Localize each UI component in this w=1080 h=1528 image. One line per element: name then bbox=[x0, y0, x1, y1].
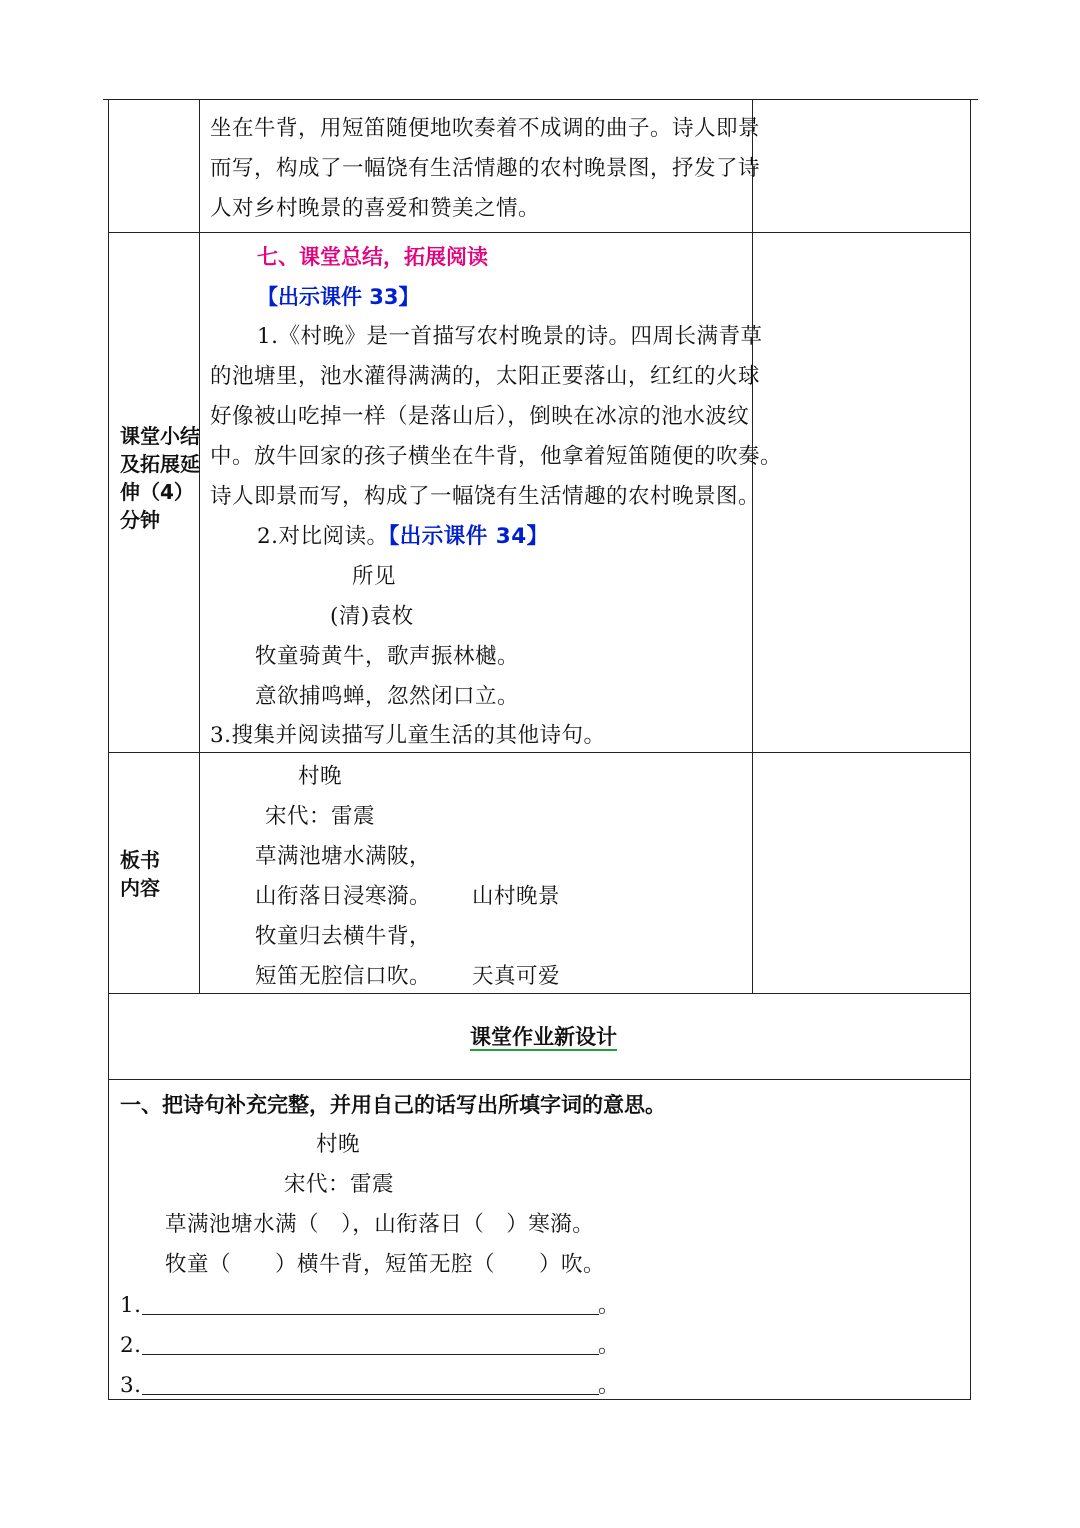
homework-poem-author: 宋代：雷震 bbox=[284, 1172, 395, 1197]
page-top-rule bbox=[103, 99, 978, 100]
board-line: 草满池塘水满陂， bbox=[255, 844, 432, 869]
text-line: 坐在牛背，用短笛随便地吹奏着不成调的曲子。诗人即景 bbox=[210, 116, 761, 141]
item-2-text: 2.对比阅读。 bbox=[257, 524, 389, 549]
answer-label-3: 3. bbox=[120, 1373, 142, 1398]
text-line: 而写，构成了一幅饶有生活情趣的农村晚景图，抒发了诗 bbox=[210, 156, 761, 181]
row-divider-4 bbox=[108, 1079, 971, 1080]
board-author: 宋代：雷震 bbox=[265, 804, 376, 829]
board-tag-scenery: 山村晚景 bbox=[472, 884, 561, 909]
answer-label-2: 2. bbox=[120, 1333, 142, 1358]
table-divider-2 bbox=[752, 100, 753, 993]
answer-line-2[interactable] bbox=[142, 1354, 599, 1355]
fill-blank-line-1: 草满池塘水满（ ），山衔落日（ ）寒漪。 bbox=[165, 1212, 595, 1237]
homework-poem-title: 村晚 bbox=[316, 1132, 361, 1157]
answer-period-1: 。 bbox=[598, 1293, 621, 1318]
homework-heading: 课堂作业新设计 bbox=[470, 1025, 617, 1049]
text-line: 的池塘里，池水灌得满满的，太阳正要落山，红红的火球 bbox=[210, 364, 761, 389]
board-tag-innocence: 天真可爱 bbox=[472, 964, 561, 989]
table-divider-1 bbox=[199, 100, 200, 993]
board-line: 短笛无腔信口吹。 bbox=[255, 964, 432, 989]
board-line: 牧童归去横牛背， bbox=[255, 924, 432, 949]
answer-line-1[interactable] bbox=[142, 1314, 599, 1315]
text-line: 诗人即景而写，构成了一幅饶有生活情趣的农村晚景图。 bbox=[210, 484, 761, 509]
table-border-left bbox=[108, 100, 109, 1400]
item-2 bbox=[257, 517, 549, 557]
slide-ref-34: 【出示课件 34】 bbox=[388, 524, 549, 549]
section-title: 七、课堂总结，拓展阅读 bbox=[257, 245, 488, 269]
item-3: 3.搜集并阅读描写儿童生活的其他诗句。 bbox=[210, 723, 606, 748]
summary-label: 课堂小结及拓展延伸（4）分钟 bbox=[120, 424, 200, 532]
poem-line: 意欲捕鸣蝉，忽然闭口立。 bbox=[255, 684, 520, 709]
slide-ref-33: 【出示课件 33】 bbox=[257, 285, 420, 309]
table-border-right bbox=[970, 100, 971, 1400]
answer-line-3[interactable] bbox=[142, 1394, 599, 1395]
text-line: 1.《村晚》是一首描写农村晚景的诗。四周长满青草 bbox=[257, 324, 763, 349]
answer-period-3: 。 bbox=[598, 1373, 621, 1398]
text-line: 人对乡村晚景的喜爱和赞美之情。 bbox=[210, 196, 541, 221]
text-line: 中。放牛回家的孩子横坐在牛背，他拿着短笛随便的吹奏。 bbox=[210, 444, 783, 469]
fill-blank-line-2: 牧童（ ）横牛背，短笛无腔（ ）吹。 bbox=[165, 1252, 606, 1277]
row-divider-1 bbox=[108, 232, 971, 233]
board-title: 村晚 bbox=[298, 764, 343, 789]
table-border-bottom bbox=[108, 1399, 971, 1400]
poem-title: 所见 bbox=[352, 564, 397, 589]
poem-line: 牧童骑黄牛，歌声振林樾。 bbox=[255, 644, 520, 669]
question-1: 一、把诗句补充完整，并用自己的话写出所填字词的意思。 bbox=[120, 1093, 666, 1117]
answer-label-1: 1. bbox=[120, 1293, 142, 1318]
board-label: 板书内容 bbox=[120, 848, 160, 900]
text-line: 好像被山吃掉一样（是落山后），倒映在冰凉的池水波纹 bbox=[210, 404, 750, 429]
answer-period-2: 。 bbox=[598, 1333, 621, 1358]
board-line: 山衔落日浸寒漪。 bbox=[255, 884, 432, 909]
poem-author: (清)袁枚 bbox=[330, 604, 414, 629]
